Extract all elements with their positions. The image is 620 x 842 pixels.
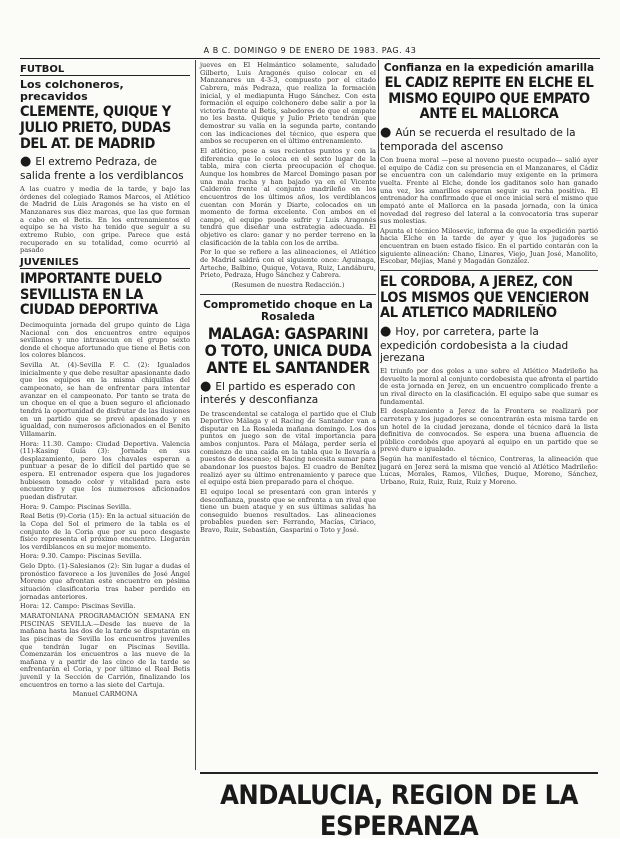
article-subheadline: ● Aún se recuerda el resultado de la temporada del ascenso <box>380 125 576 153</box>
column-middle <box>200 62 376 537</box>
article-headline: EL CORDOBA, A JEREZ, CON LOS MISMOS QUE VENCIERON AL ATLETICO MADRILEÑO <box>380 274 589 322</box>
article-body: Sevilla At. (4)-Sevilla F. C. (2): Igualados inicialmente y que debe resultar apasionante dado que los equipos en la misma chiquillas del campeonato, se han de enfrentar para intentar avanzar en el campeonato. Por tanto se trata de un choque en el que a buen seguro el aficionado tendrá la oportunidad de disfrutar de las ilusiones en un partido que se prevé apasionado y en igualdad, con numerosos aficionados en el Benito Villamarín. <box>20 361 190 438</box>
article-headline: MALAGA: GASPARINI O TOTO, UNICA DUDA ANTE EL SANTANDER <box>204 323 372 378</box>
article-body: Decimoquinta jornada del grupo quinto de Liga Nacional con dos encuentros entre equipos sevillanos y uno intrasecun en el grupo sexto donde el choque afortunado que tiene el Betis con los colores blancos. <box>20 320 190 360</box>
divider <box>200 294 376 295</box>
article-byline: Manuel CARMONA <box>72 690 138 699</box>
article-body: El equipo local se presentará con gran interés y desconfianza, puesto que se enfrenta a un rival que tiene un buen ataque y en sus últimas salidas ha conseguido buenos resultados. Las alineaciones probables pueden ser: Ferrando, Macías, Ciriaco, Bravo, Ruiz, Sebastián, Gasparini o Toto y José. <box>200 487 376 535</box>
article-body: De trascendental se cataloga el partido que el Club Deportivo Málaga y el Racing de Santander van a disputar en La Rosaleda mañana domingo. Los dos puntos en juego son de vital importancia para ambos conjuntos. Para el Málaga, perder sería el comienzo de una caída en la tabla que le llevaría a puestos de descenso; el Racing necesita sumar para abandonar los puestos bajos. El cuadro de Benítez realizó ayer su último entrenamiento y parece que el equipo está bien preparado para el choque. <box>200 409 376 487</box>
article-subheadline: ● Hoy, por carretera, parte la expedición cordobesista a la ciudad jerezana <box>380 323 569 364</box>
article-subheadline: ● El partido es esperado con interés y desconfianza <box>200 378 356 407</box>
column-right <box>380 62 598 489</box>
article-headline: CLEMENTE, QUIQUE Y JULIO PRIETO, DUDAS DEL AT. DE MADRID <box>20 104 171 152</box>
header-rule <box>20 58 600 59</box>
article-kicker: Los colchoneros, precavidos <box>20 78 124 104</box>
bullet-icon: ● <box>380 125 392 141</box>
bullet-icon: ● <box>20 154 32 170</box>
divider <box>380 270 598 271</box>
article-kicker: Comprometido choque en La Rosaleda <box>203 298 373 323</box>
article-body: Con buena moral —pese al noveno puesto ocupado— salió ayer el equipo de Cádiz con su presencia en el Manzanares, el Cádiz se encuentra con un calendario muy exigente en la primera vuelta. Frente al Elche, donde los gaditanos solo han ganado una vez, los amarillos esperan seguir su racha positiva. El entrenador ha confirmado que el once inicial será el mismo que empató ante el Mallorca en la pasada jornada, con la única novedad del regreso del lateral a la convocatoria tras superar sus molestias. <box>380 156 598 226</box>
article-body: Hora: 11.30. Campo: Ciudad Deportiva. Valencia (11)-Kasing Guía (3): Jornada en sus desplazamiento, pero los chavales esperan a puntuar a pesar de lo difícil del partido que se espera. El entrenador espera que los jugadores hubiesen tomado color y vitalidad para este encuentro y que los numerosos aficionados puedan disfrutar. <box>20 439 190 501</box>
section-label-futbol: FUTBOL <box>20 64 190 76</box>
article-body: Hora: 9.30. Campo: Piscinas Sevilla. <box>20 552 142 561</box>
article-body: MARATONIANA PROGRAMACIÓN SEMANA EN PISCINAS SEVILLA.—Desde las nueve de la mañana hasta las dos de la tarde se disputarán en las piscinas de Sevilla los encuentros juveniles que tendrán lugar en Piscinas Sevilla. Comenzarán los encuentros a las nueve de la mañana y a partir de las cinco de la tarde se enfrentarán el Coria, y por último el Real Betis juvenil y la Sección de Carrión, finalizando los encuentros en torno a las siete del Cartuja. <box>20 611 190 689</box>
column-left <box>20 62 190 701</box>
article-body: El triunfo por dos goles a uno sobre el Atlético Madrileño ha devuelto la moral al conjunto cordobesista que afronta el partido de esta jornada en Jerez, en un encuentro complicado frente a un rival directo en la clasificación. El equipo sabe que sumar es fundamental. <box>380 367 598 406</box>
page-header: A B C. DOMINGO 9 DE ENERO DE 1983. PAG. 43 <box>203 46 417 55</box>
bullet-icon: ● <box>380 323 392 339</box>
column-rule-2 <box>378 60 379 470</box>
article-body: Hora: 12. Campo: Piscinas Sevilla. <box>20 602 136 611</box>
column-rule-1 <box>195 60 196 770</box>
article-body: A las cuatro y media de la tarde, y bajo las órdenes del colegiado Ramos Marcos, el Atlético de Madrid de Luis Aragonés se ha visto en el Manzanares sus diez marcas, que las que forman a cabo en el Betis. En los entrenamientos el equipo se ha visto ha tenido que seguir a su extremo Rubio, con gripe. Parece que está recuperado en su totalidad, como ocurrió al pasado <box>20 185 190 255</box>
article-body: Por lo que se refiere a las alineaciones, el Atlético de Madrid saldrá con el siguiente once: Aguinaga, Arteche, Balbino, Quique, Votava, Ruiz, Landáburu, Prieto, Pedraza, Hugo Sánchez y Cabrera. <box>200 248 376 280</box>
article-body: jueves en El Helmántico solamente, saludado Gilberto, Luis Aragonés quiso colocar en el Manzanares un 4-3-3, compuesto por el citado Cabrera, más Pedraza, que realiza la formación inicial, y el mediapunta Hugo Sánchez. Con esta formación el equipo colchonero debe salir a por la victoria frente al Betis, sabedores de que el empate no les basta. Quique y Julio Prieto tendrán que demostrar su valía en la segunda parte, contando con las indicaciones del técnico, que espera que ambos se recuperen en el último entrenamiento. <box>200 61 376 146</box>
article-body: Real Betis (9)-Coria (15): En la actual situación de la Copa del Sol el primero de la tabla es el conjunto de la Coria que por su poco desgaste físico representa el próximo encuentro. Llegarán los verdiblancos en su mejor momento. <box>20 512 190 551</box>
article-kicker: Confianza en la expedición amarilla <box>383 62 595 74</box>
article-headline: EL CADIZ REPITE EN ELCHE EL MISMO EQUIPO QUE EMPATO ANTE EL MALLORCA <box>384 75 594 123</box>
article-body: Apunta el técnico Milosevic, informa de que la expedición partió hacia Elche en la tarde de ayer y que los jugadores se encuentran en buen estado físico. En el partido contarán con la siguiente alineación: Chano, Linares, Viejo, Juan José, Manolito, Escobar, Mejías, Mané y Magadán González. <box>380 226 598 266</box>
article-subheadline: ● El extremo Pedraza, de salida frente a los verdiblancos <box>20 154 184 183</box>
article-headline: IMPORTANTE DUELO SEVILLISTA EN LA CIUDAD DEPORTIVA <box>20 270 162 319</box>
bottom-banner-headline: ANDALUCIA, REGION DE LA ESPERANZA <box>200 772 598 842</box>
article-body: Según ha manifestado el técnico, Contreras, la alineación que jugará en Jerez será la misma que venció al Atlético Madrileño: Lucas, Morales, Ramos, Vilches, Duque, Moreno, Sánchez, Urbano, Ruiz, Ruiz, Ruiz, Ruiz y Moreno. <box>380 455 598 486</box>
bullet-icon: ● <box>200 378 212 394</box>
article-credit: (Resumen de nuestra Redacción.) <box>231 280 345 289</box>
section-label-juveniles: JUVENILES <box>20 257 190 269</box>
article-body: Gelo Dpto. (1)-Salesianos (2): Sin lugar a dudas el pronóstico favorece a los juveniles de José Ángel Moreno que afrontan este encuentro en pésima situación clasificatoria tras haber perdido en jornadas anteriores. <box>20 562 190 601</box>
article-body: El atlético, pese a sus recientes puntos y con la diferencia que le coloca en el sexto lugar de la tabla, mira con cierta preocupación el choque. Aunque los hombres de Marcel Domingo pasan por una mala racha y han bajado ya en el Vicente Calderón frente al conjunto madrileño en los encuentros de los últimos años, los verdiblancos cuentan con Morán y Diarte, colocados en un momento de forma excelente. Con ambos en el campo, el equipo puede sufrir y Luis Aragonés tendrá que diseñar una estrategia adecuada. El objetivo es claro: ganar y no perder terreno en la clasificación de la tabla con los de arriba. <box>200 147 376 247</box>
article-body: El desplazamiento a Jerez de la Frontera se realizará por carretera y los jugadores se concentrarán esta misma tarde en un hotel de la ciudad jerezana, donde el técnico dará la lista definitiva de convocados. Se espera una buena afluencia de público cordobés que apoyará al equipo en un partido que se prevé duro e igualado. <box>380 407 598 454</box>
article-body: Hora: 9. Campo: Piscinas Sevilla. <box>20 502 132 511</box>
